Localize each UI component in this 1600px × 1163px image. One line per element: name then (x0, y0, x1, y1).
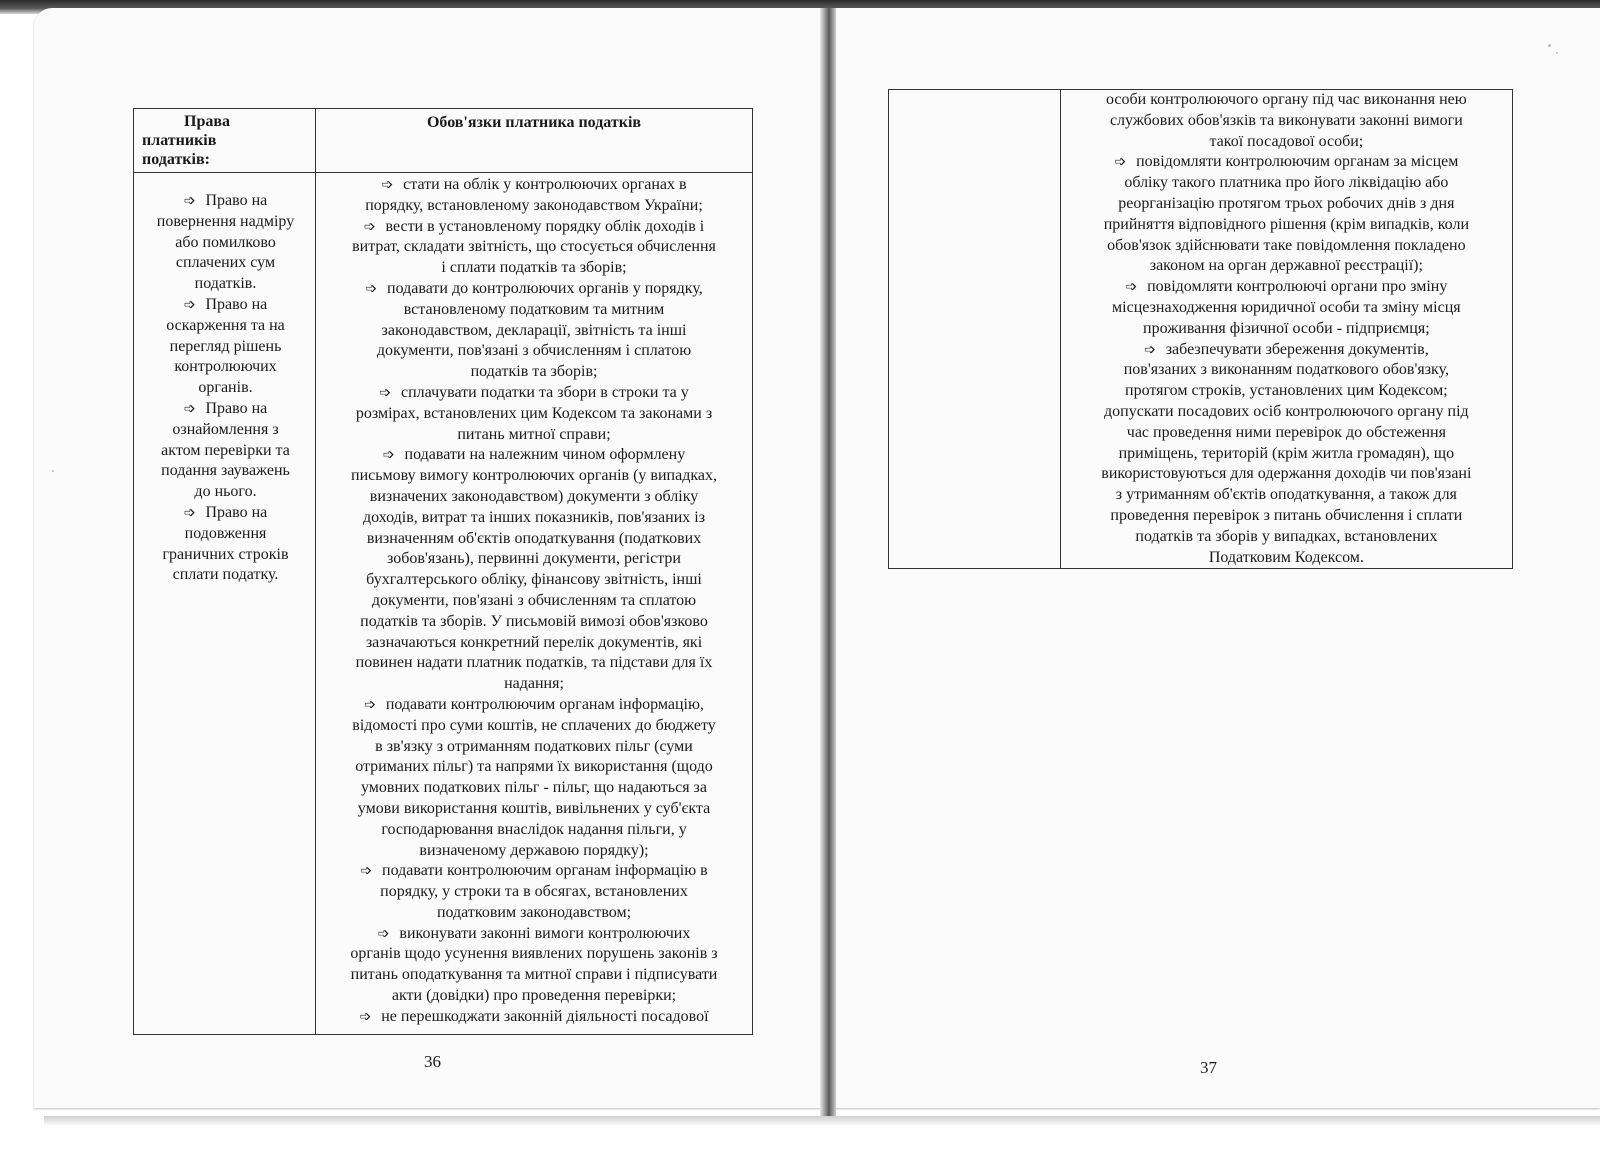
duties-cell (316, 173, 753, 1035)
duty-continued-line (1067, 132, 1506, 153)
right-item-line (142, 274, 309, 295)
duty-item-line-text: визначених законодавством) документи з обліку (369, 487, 699, 505)
right-item-line-text: актом перевірки та (161, 441, 290, 459)
book-gutter (820, 8, 836, 1116)
duty-item-line (322, 570, 746, 591)
arrow-bullet-icon: ➩ (183, 400, 196, 417)
duty-item-line (322, 841, 746, 862)
duty-item-line (322, 1007, 746, 1028)
duty-item-line (1067, 381, 1506, 402)
duty-item-line-text: органів щодо усунення виявлених порушень законів з (350, 945, 718, 963)
right-item-line-text: сплачених сум (175, 254, 276, 272)
duty-item-line (322, 924, 746, 945)
duty-item-line-text: законом на орган державної реєстрації); (1149, 257, 1423, 275)
duty-item-line-text: Податковим Кодексом. (1208, 548, 1364, 566)
duty-item-line-text: порядку, встановленому законодавством України; (365, 196, 703, 214)
duty-item-line (322, 612, 746, 633)
rights-cell (134, 173, 316, 1035)
duty-item-line-text: проживання фізичної особи - підприємця; (1143, 319, 1430, 337)
duties-column-header: Обов'язки платника податків (316, 109, 753, 173)
duty-item-line (1067, 506, 1506, 527)
duty-item-line (1067, 256, 1506, 277)
duty-item-line-text: сплачувати податки та збори в строки та у (400, 383, 689, 401)
arrow-bullet-icon: ➩ (183, 504, 196, 521)
duty-item-line (322, 404, 746, 425)
duty-item-line (1067, 173, 1506, 194)
arrow-bullet-icon: ➩ (183, 193, 196, 209)
duty-item-line (322, 445, 746, 466)
duty-item-line-text: зобов'язань), первинні документи, регістри (387, 550, 681, 568)
duty-item-line-text: проведення перевірок з питань обчислення і сплати (1110, 506, 1463, 524)
right-item-line-text: оскарження та на (166, 316, 285, 334)
duty-item-line (1067, 464, 1506, 485)
right-item-line (142, 503, 309, 524)
duty-item-line-text: допускати посадових осіб контролюючого органу під (1104, 402, 1469, 420)
right-item-line (142, 191, 309, 212)
duty-item-line-text: бухгалтерського обліку, фінансову звітність, інші (366, 571, 702, 589)
right-item-line-text: повернення надміру (156, 212, 295, 230)
duty-item-line (322, 383, 746, 404)
duty-item-line (1067, 485, 1506, 506)
duty-item-line (322, 508, 746, 529)
duty-item-line (322, 695, 746, 716)
table-header-row (134, 109, 753, 173)
rights-header-line: платників (142, 132, 217, 149)
duty-item-line (1067, 548, 1506, 569)
duty-item-line (1067, 152, 1506, 173)
bottom-shadow (44, 1116, 1600, 1126)
duty-item-line-text: розмірах, встановлених цим Кодексом та законами з (355, 404, 713, 422)
duty-item-line (322, 279, 746, 300)
duty-item-line-text: відомості про суми коштів, не сплачених до бюджету (352, 716, 716, 734)
rights-header-line: податків: (142, 151, 210, 168)
duty-item-line-text: час проведення ними перевірок до обстеження (1126, 423, 1446, 441)
page-number-left: 36 (424, 1052, 441, 1071)
duty-continued-line-text: службових обов'язків та виконувати законні вимоги (1109, 111, 1463, 129)
duty-item-line (322, 529, 746, 550)
duty-item-line (322, 549, 746, 570)
duty-item-line-text: господарювання внаслідок надання пільги, у (381, 820, 687, 838)
duties-continuation-table (888, 89, 1513, 569)
duty-item-line-text: податків та зборів. У письмовій вимозі обов'язково (360, 612, 708, 630)
arrow-bullet-icon: ➩ (382, 447, 395, 464)
duty-item-line-text: надання; (504, 675, 564, 693)
right-item-line (142, 378, 309, 399)
duty-item-line (322, 487, 746, 508)
arrow-bullet-icon: ➩ (360, 863, 373, 880)
duty-item-line-text: не перешкоджати законній діяльності посадової (381, 1007, 709, 1025)
duty-item-line (322, 321, 746, 342)
scan-speck (1556, 52, 1558, 54)
scan-speck (1548, 44, 1551, 47)
duty-item-line-text: прийняття відповідного рішення (крім випадків, коли (1103, 215, 1470, 233)
right-item-line-text: граничних строків (162, 545, 289, 563)
right-item-line-text: органів. (198, 379, 253, 397)
duty-item-line (322, 591, 746, 612)
duty-continued-line-text: особи контролюючого органу під час виконання нею (1106, 91, 1467, 108)
duty-item-line (322, 425, 746, 446)
duty-item-line-text: подавати контролюючим органам інформацію, (385, 695, 704, 713)
right-item-line (142, 441, 309, 462)
duty-item-line-text: подавати контролюючим органам інформацію в (382, 862, 708, 880)
duty-item-line-text: акти (довідки) про проведення перевірки; (391, 987, 677, 1005)
duty-item-line (322, 300, 746, 321)
right-item-line-text: Право на (205, 295, 268, 313)
arrow-bullet-icon: ➩ (359, 1008, 372, 1025)
arrow-bullet-icon: ➩ (1114, 154, 1127, 171)
arrow-bullet-icon: ➩ (1125, 279, 1138, 296)
duty-item-line-text: документи, пов'язані з обчисленням і сплатою (376, 342, 692, 360)
duty-item-line-text: письмову вимогу контролюючих органів (у випадках, (351, 467, 717, 485)
right-item-line (142, 420, 309, 441)
duty-item-line-text: визначенням об'єктів оподаткування (податкових (366, 529, 702, 547)
right-item-line (142, 357, 309, 378)
right-item-line (142, 399, 309, 420)
page-number-right: 37 (1200, 1058, 1217, 1077)
duty-item-line-text: документи, пов'язані з обчисленням та сплатою (371, 591, 697, 609)
right-item-line-text: Право на (205, 192, 268, 209)
duty-item-line (1067, 277, 1506, 298)
duty-item-line-text: забезпечувати збереження документів, (1165, 340, 1429, 358)
duty-item-line-text: обов'язок здійснювати таке повідомлення покладено (1107, 236, 1466, 254)
duty-item-line-text: обліку такого платника про його ліквідацію або (1124, 174, 1449, 192)
duty-item-line-text: порядку, у строки та в обсягах, встановлених (380, 883, 688, 901)
duty-item-line-text: визначеному державою порядку); (419, 841, 649, 859)
duty-item-line (322, 986, 746, 1007)
duty-item-line-text: повинен надати платник податків, та підстави для їх (355, 654, 713, 672)
duty-item-line-text: питань оподаткування та митної справи і підписувати (350, 966, 718, 984)
duty-item-line (322, 903, 746, 924)
duty-item-line (322, 633, 746, 654)
arrow-bullet-icon: ➩ (379, 384, 391, 401)
right-item-line-text: подання зауважень (161, 462, 290, 480)
duty-continued-line (1067, 111, 1506, 132)
duty-item-line (1067, 215, 1506, 236)
duty-item-line-text: протягом строків, установлених цим Кодексом; (1125, 382, 1448, 400)
right-item-line (142, 482, 309, 503)
duty-item-line (322, 466, 746, 487)
right-item-line-text: до нього. (194, 483, 257, 501)
rights-header-line: Права (184, 113, 230, 130)
right-item-line-text: Право на (205, 399, 268, 417)
right-item-line (142, 524, 309, 545)
duty-item-line (322, 799, 746, 820)
rights-duties-table (133, 108, 753, 1035)
duty-item-line-text: місцезнаходження юридичної особи та зміну місця (1112, 298, 1461, 316)
duty-item-line-text: доходів, витрат та інших показників, пов'язаних із (362, 508, 706, 526)
scan-speck (52, 470, 54, 472)
duty-item-line (1067, 423, 1506, 444)
right-item-line (142, 212, 309, 233)
right-item-line (142, 316, 309, 337)
duty-item-line-text: в зв'язку з отриманням податкових пільг (суми (375, 737, 693, 755)
right-item-line-text: подовження (184, 524, 267, 542)
duty-item-line-text: стати на облік у контролюючих органах в (403, 176, 687, 193)
duty-item-line-text: податковим законодавством; (436, 903, 632, 921)
duty-continued-line-text: такої посадової особи; (1209, 132, 1364, 150)
duty-continued-line (1067, 90, 1506, 111)
duty-item-line (1067, 298, 1506, 319)
right-item-line (142, 295, 309, 316)
right-item-line (142, 253, 309, 274)
duty-item-line (322, 237, 746, 258)
duty-item-line-text: пов'язаних з виконанням податкового обов'язку, (1123, 361, 1449, 379)
duty-item-line-text: з утриманням об'єктів оподаткування, а також для (1115, 486, 1457, 504)
right-item-line (142, 337, 309, 358)
duty-item-line (322, 820, 746, 841)
duty-item-line (322, 674, 746, 695)
duty-item-line (322, 861, 746, 882)
duty-item-line-text: повідомляти контролюючим органам за місцем (1136, 153, 1459, 171)
duty-item-line-text: приміщень, територій (крім житла громадян), що (1118, 444, 1455, 462)
duty-item-line (322, 965, 746, 986)
duty-item-line (1067, 360, 1506, 381)
duty-item-line-text: податків та зборів у випадках, встановлених (1135, 527, 1438, 545)
duty-item-line-text: і сплати податків та зборів; (441, 259, 627, 277)
duty-item-line (1067, 319, 1506, 340)
arrow-bullet-icon: ➩ (364, 696, 376, 713)
duty-item-line (1067, 444, 1506, 465)
right-item-line-text: контролюючих (174, 358, 277, 376)
duty-item-line-text: умови використання коштів, вивільнених у суб'єкта (357, 799, 711, 817)
duty-item-line-text: питань митної справи; (457, 425, 611, 443)
right-item-line-text: ознайомлення з (172, 420, 279, 438)
duty-item-line-text: подавати до контролюючих органів у порядку, (387, 279, 703, 297)
duty-item-line (1067, 402, 1506, 423)
duty-item-line-text: витрат, складати звітність, що стосується обчислення (352, 238, 716, 256)
right-item-line (142, 233, 309, 254)
duty-item-line (322, 258, 746, 279)
right-item-line-text: перегляд рішень (169, 337, 282, 355)
duty-item-line (322, 737, 746, 758)
duty-item-line (1067, 194, 1506, 215)
duty-item-line (322, 362, 746, 383)
arrow-bullet-icon: ➩ (1143, 341, 1156, 358)
right-item-line (142, 461, 309, 482)
duty-item-line-text: виконувати законні вимоги контролюючих (399, 924, 691, 942)
rights-column-header (134, 109, 316, 173)
duty-item-line-text: законодавством, декларації, звітність та інші (381, 321, 687, 339)
arrow-bullet-icon: ➩ (363, 218, 376, 235)
duty-item-line (322, 217, 746, 238)
right-item-line (142, 565, 309, 586)
duty-item-line-text: отриманих пільг) та напрями їх використання (щодо (355, 758, 713, 776)
duty-item-line (322, 778, 746, 799)
duties-continuation-cell (1060, 90, 1512, 569)
empty-rights-cell (889, 90, 1061, 569)
duty-item-line-text: реорганізацію протягом трьох робочих днів з дня (1118, 194, 1455, 212)
duty-item-line (322, 944, 746, 965)
duty-item-line (322, 882, 746, 903)
right-item-line-text: або помилково (175, 233, 276, 251)
table-body-row (889, 90, 1513, 569)
right-item-line-text: сплати податку. (172, 566, 279, 584)
duty-item-line (322, 175, 746, 196)
duty-item-line-text: вести в установленому порядку облік доходів і (385, 217, 705, 235)
duty-item-line-text: встановленому податковим та митним (403, 300, 665, 318)
right-item-line-text: податків. (194, 275, 257, 293)
duty-item-line (1067, 340, 1506, 361)
duty-item-line-text: зазначаються конкретний перелік документів, які (365, 633, 703, 651)
arrow-bullet-icon: ➩ (365, 280, 378, 297)
duty-item-line-text: подавати на належним чином оформлену (404, 446, 686, 464)
duty-item-line (322, 653, 746, 674)
arrow-bullet-icon: ➩ (377, 925, 390, 942)
right-item-line-text: Право на (205, 503, 268, 521)
duty-item-line (1067, 236, 1506, 257)
duty-item-line-text: умовних податкових пільг - пільг, що надаються за (361, 779, 707, 797)
arrow-bullet-icon: ➩ (183, 296, 196, 313)
duty-item-line (322, 716, 746, 737)
right-item-line (142, 545, 309, 566)
duty-item-line-text: використовуються для одержання доходів чи пов'язані (1101, 465, 1472, 483)
arrow-bullet-icon: ➩ (381, 177, 394, 193)
duty-item-line (322, 341, 746, 362)
table-body-row (134, 173, 753, 1035)
duty-item-line (322, 757, 746, 778)
duty-item-line-text: повідомляти контролюючі органи про зміну (1147, 278, 1448, 296)
duty-item-line-text: податків та зборів; (470, 363, 598, 381)
duty-item-line (322, 196, 746, 217)
duty-item-line (1067, 527, 1506, 548)
